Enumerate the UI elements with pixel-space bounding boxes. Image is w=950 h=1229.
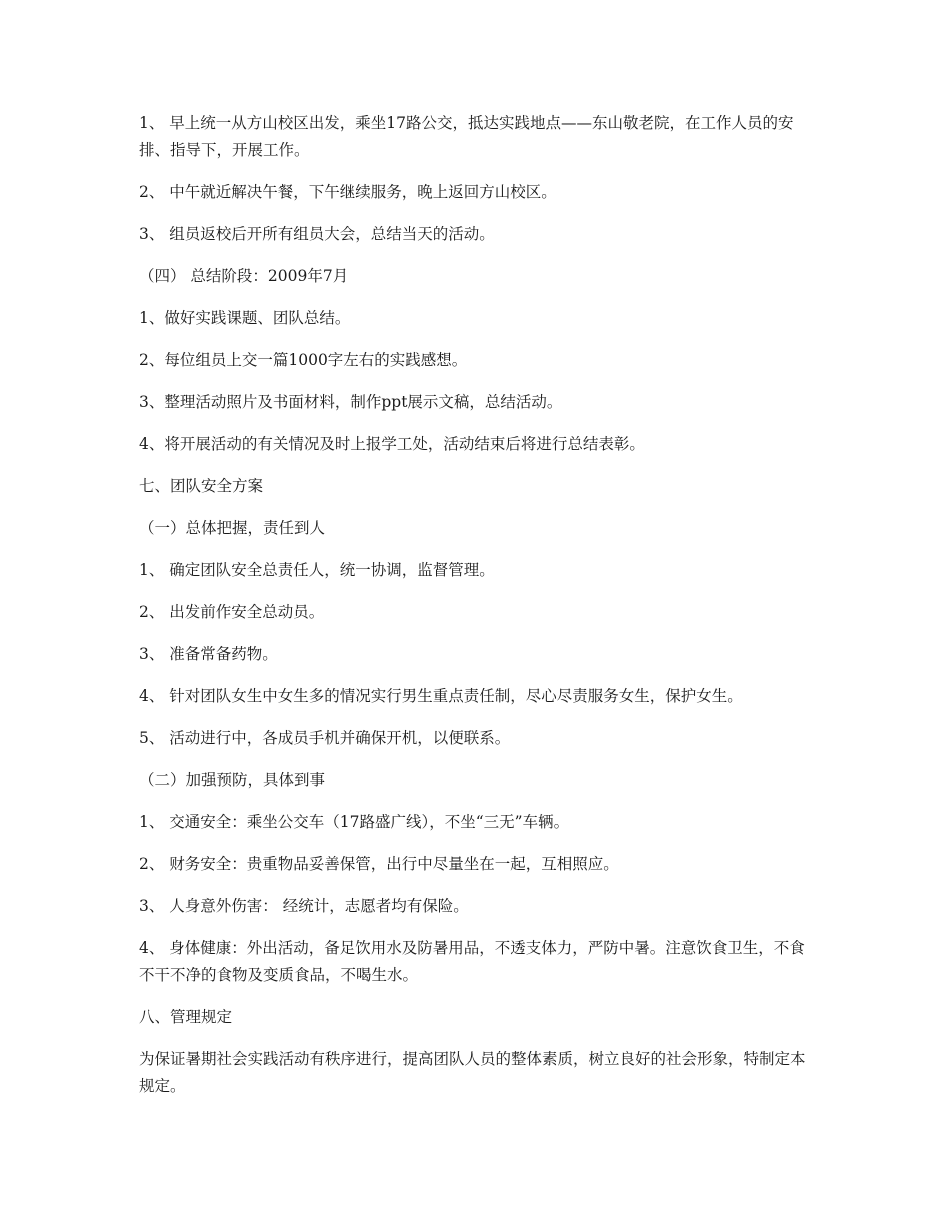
paragraph-17: 1、 交通安全：乘坐公交车（17路盛广线），不坐“三无”车辆。 [139, 813, 570, 831]
paragraph-2: 2、 中午就近解决午餐，下午继续服务，晚上返回方山校区。 [139, 183, 557, 201]
paragraph-8: 4、将开展活动的有关情况及时上报学工处，活动结束后将进行总结表彰。 [139, 435, 645, 453]
subsection-heading-prevention: （二）加强预防，具体到事 [139, 771, 326, 789]
paragraph-3: 3、 组员返校后开所有组员大会，总结当天的活动。 [139, 225, 495, 243]
section-heading-safety-plan: 七、团队安全方案 [139, 477, 264, 495]
document-body [139, 110, 819, 1115]
paragraph-5: 1、做好实践课题、团队总结。 [139, 309, 351, 327]
paragraph-13: 3、 准备常备药物。 [139, 645, 278, 663]
paragraph-7: 3、整理活动照片及书面材料，制作ppt展示文稿，总结活动。 [139, 393, 563, 411]
paragraph-15: 5、 活动进行中，各成员手机并确保开机，以便联系。 [139, 729, 511, 747]
paragraph-12: 2、 出发前作安全总动员。 [139, 603, 325, 621]
section-heading-management-rules: 八、管理规定 [139, 1008, 233, 1026]
paragraph-14: 4、 针对团队女生中女生多的情况实行男生重点责任制，尽心尽责服务女生，保护女生。 [139, 687, 743, 705]
paragraph-19: 3、 人身意外伤害： 经统计，志愿者均有保险。 [139, 897, 469, 915]
paragraph-20: 4、 身体健康：外出活动，备足饮用水及防暑用品，不透支体力，严防中暑。注意饮食卫生，不食不干不净的食物及变质食品，不喝生水。 [139, 939, 805, 984]
paragraph-1: 1、 早上统一从方山校区出发，乘坐17路公交，抵达实践地点——东山敬老院，在工作人员的安排、指导下，开展工作。 [139, 114, 794, 159]
paragraph-6: 2、每位组员上交一篇1000字左右的实践感想。 [139, 351, 468, 369]
paragraph-22: 为保证暑期社会实践活动有秩序进行，提高团队人员的整体素质，树立良好的社会形象，特制定本规定。 [139, 1050, 806, 1095]
paragraph-18: 2、 财务安全：贵重物品妥善保管，出行中尽量坐在一起，互相照应。 [139, 855, 619, 873]
section-heading-summary-stage: （四） 总结阶段：2009年7月 [139, 267, 349, 285]
paragraph-11: 1、 确定团队安全总责任人，统一协调，监督管理。 [139, 561, 495, 579]
subsection-heading-overall: （一）总体把握，责任到人 [139, 519, 326, 537]
